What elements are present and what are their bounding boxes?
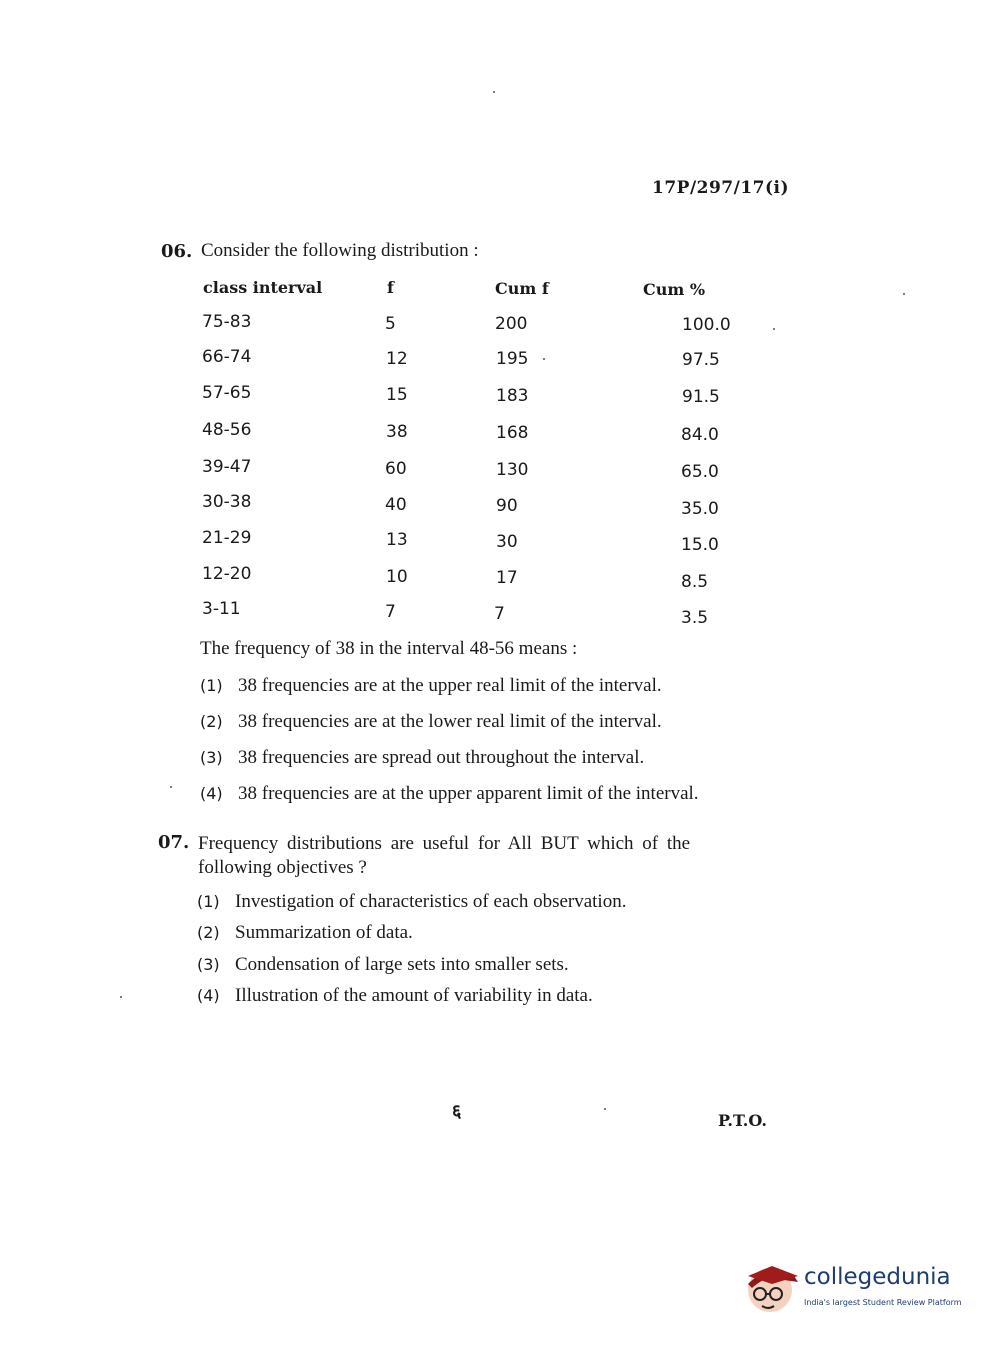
- option-number: (1): [197, 892, 220, 911]
- question-07-text-line1: Frequency distributions are useful for All BUT which of the: [198, 833, 691, 854]
- cell-cum-f: 17: [496, 568, 518, 588]
- cell-cum-f: 183: [496, 386, 529, 406]
- scan-speck: [903, 293, 905, 295]
- cell-class-interval: 12-20: [202, 564, 252, 584]
- option: [200, 711, 662, 733]
- cell-cum-percent: 97.5: [682, 350, 720, 370]
- cell-class-interval: 21-29: [202, 528, 252, 548]
- question-06-number: 06.: [161, 241, 193, 262]
- collegedunia-watermark: [742, 1252, 972, 1320]
- cell-cum-f: 130: [496, 460, 529, 480]
- cell-class-interval: 30-38: [202, 492, 252, 512]
- question-06-prompt: The frequency of 38 in the interval 48-56 means :: [200, 638, 578, 659]
- cell-cum-percent: 15.0: [681, 535, 719, 555]
- cell-f: 60: [385, 459, 407, 479]
- question-07-number: 07.: [158, 832, 190, 853]
- cell-class-interval: 39-47: [202, 457, 252, 477]
- cell-f: 12: [386, 349, 408, 369]
- col-header-class-interval: class interval: [203, 278, 323, 297]
- cell-f: 10: [386, 567, 408, 587]
- option-text: 38 frequencies are at the lower real limit of the interval.: [238, 711, 662, 732]
- option: [200, 747, 644, 769]
- option-number: (2): [200, 712, 223, 731]
- pto-label: P.T.O.: [718, 1111, 767, 1130]
- cell-cum-percent: 35.0: [681, 499, 719, 519]
- paper-code: 17P/297/17(i): [652, 178, 790, 198]
- scan-speck: [493, 91, 495, 93]
- option-text: 38 frequencies are at the upper real limit of the interval.: [238, 675, 662, 696]
- option-text: 38 frequencies are at the upper apparent limit of the interval.: [238, 783, 699, 804]
- brand-name: collegedunia: [804, 1264, 951, 1290]
- cell-class-interval: 48-56: [202, 420, 252, 440]
- cell-cum-percent: 3.5: [681, 608, 709, 628]
- cell-class-interval: 66-74: [202, 347, 252, 367]
- option: [197, 985, 593, 1007]
- option-number: (4): [200, 784, 223, 803]
- option-text: Illustration of the amount of variability in data.: [235, 985, 593, 1006]
- cell-f: 5: [385, 314, 396, 334]
- cell-cum-f: 195: [496, 349, 529, 369]
- col-header-cum-f: Cum f: [495, 279, 549, 298]
- option: [197, 922, 413, 944]
- cell-cum-percent: 65.0: [681, 462, 719, 482]
- option-number: (1): [200, 676, 223, 695]
- cell-f: 15: [386, 385, 408, 405]
- cell-f: 40: [385, 495, 407, 515]
- scan-speck: [773, 328, 775, 330]
- scan-speck: [543, 358, 545, 360]
- scan-speck: [170, 786, 172, 788]
- col-header-f: f: [387, 278, 394, 297]
- option-text: Investigation of characteristics of each observation.: [235, 891, 627, 912]
- page-number-mark: ६: [452, 1101, 462, 1122]
- cell-cum-f: 90: [496, 496, 518, 516]
- option-number: (3): [197, 955, 220, 974]
- mascot-icon: [742, 1258, 802, 1318]
- cell-f: 13: [386, 530, 408, 550]
- option-text: 38 frequencies are spread out throughout the interval.: [238, 747, 645, 768]
- option-text: Condensation of large sets into smaller sets.: [235, 954, 569, 975]
- option: [197, 891, 626, 913]
- cell-cum-percent: 100.0: [682, 315, 731, 335]
- cell-cum-percent: 84.0: [681, 425, 719, 445]
- cell-cum-f: 30: [496, 532, 518, 552]
- cell-cum-percent: 91.5: [682, 387, 720, 407]
- option-text: Summarization of data.: [235, 922, 413, 943]
- cell-class-interval: 57-65: [202, 383, 252, 403]
- option: [200, 783, 699, 805]
- option-number: (4): [197, 986, 220, 1005]
- scan-speck: [120, 996, 122, 998]
- col-header-cum-percent: Cum %: [643, 280, 706, 299]
- cell-class-interval: 3-11: [202, 599, 241, 619]
- cell-cum-f: 7: [494, 604, 505, 624]
- cell-cum-f: 168: [496, 423, 529, 443]
- option-number: (2): [197, 923, 220, 942]
- cell-class-interval: 75-83: [202, 312, 252, 332]
- option: [200, 675, 662, 697]
- cell-f: 7: [385, 602, 396, 622]
- option: [197, 954, 569, 976]
- cell-cum-f: 200: [495, 314, 528, 334]
- option-number: (3): [200, 748, 223, 767]
- question-07-text-line2: following objectives ?: [198, 857, 367, 878]
- cell-f: 38: [386, 422, 408, 442]
- scan-speck: [604, 1108, 606, 1110]
- brand-tagline: India's largest Student Review Platform: [804, 1298, 962, 1307]
- question-06-text: Consider the following distribution :: [201, 240, 479, 261]
- cell-cum-percent: 8.5: [681, 572, 709, 592]
